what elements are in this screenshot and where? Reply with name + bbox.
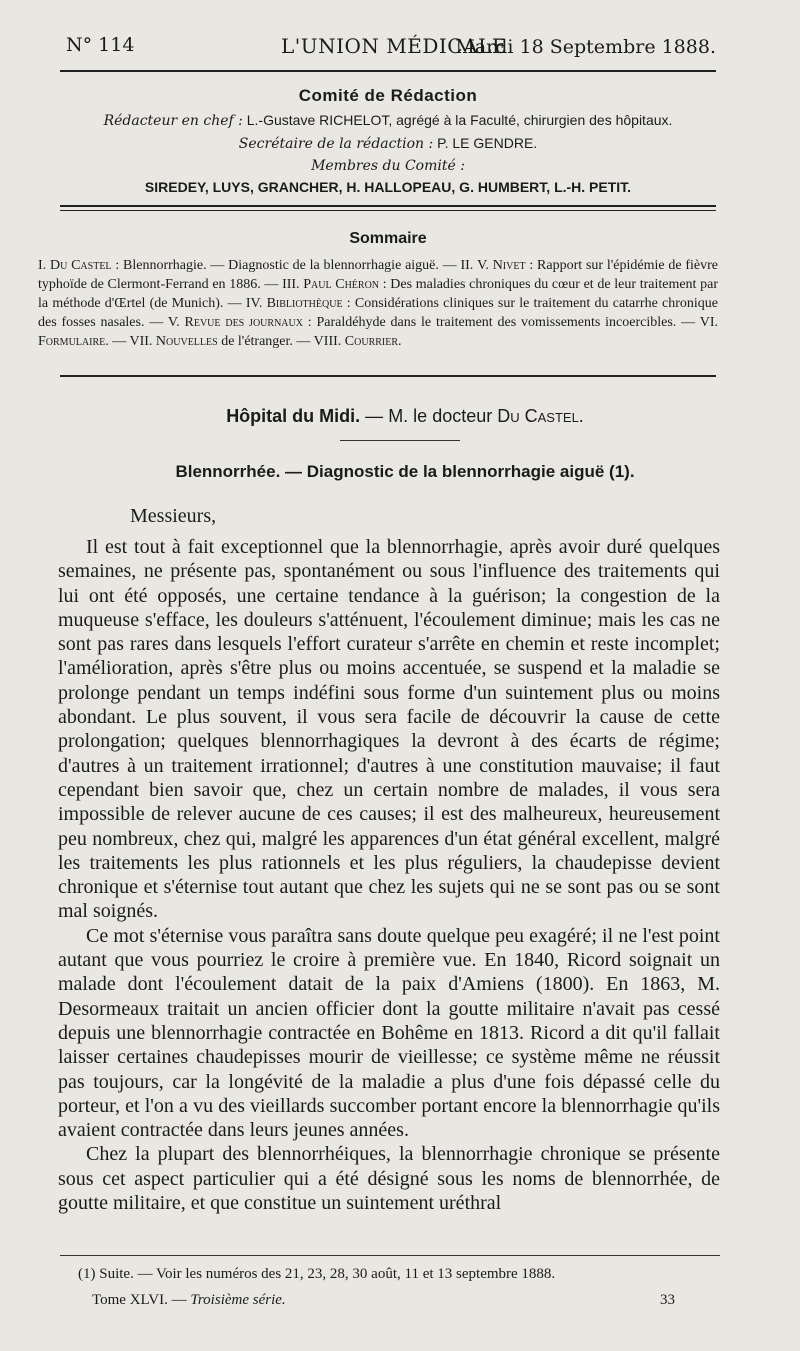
doctor-prefix: M. le docteur xyxy=(388,406,498,426)
section-heading xyxy=(60,406,750,427)
sommaire-item-number: V. xyxy=(167,315,185,330)
sommaire-item-number: VII. xyxy=(129,334,156,349)
serie-label: Troisième série. xyxy=(190,1292,286,1308)
sommaire-item-author: Du Castel xyxy=(49,258,112,273)
footnote: (1) Suite. — Voir les numéros des 21, 23, 28, 30 août, 11 et 13 septembre 1888. xyxy=(78,1266,556,1282)
issue-number: N° 114 xyxy=(66,34,135,56)
page-header xyxy=(66,34,716,68)
sommaire-item-text: . xyxy=(398,334,402,349)
secretaire-line xyxy=(58,135,718,152)
sommaire-item xyxy=(168,315,700,330)
sommaire-item-number: I. xyxy=(38,258,50,273)
comite-rule-thin xyxy=(60,210,716,211)
sommaire-item-author: Nouvelles xyxy=(155,334,218,349)
comite-title: Comité de Rédaction xyxy=(298,86,478,105)
redacteur-name: L.-Gustave RICHELOT, agrégé à la Faculté, chirurgien des hôpitaux. xyxy=(246,112,673,128)
salutation: Messieurs, xyxy=(130,505,217,527)
sommaire-item-text: . — xyxy=(105,334,130,349)
issue-date: Mardi 18 Septembre 1888. xyxy=(455,36,716,58)
section-rule xyxy=(340,440,460,441)
paragraph: Il est tout à fait exceptionnel que la blennorrhagie, après avoir duré quelques semaines, ne présente pas, spontanément ou sous l'influence des traitements qui lui ont été opposés, une certaine tendance à la guérison; la congestion de la muqueuse s'efface, les douleurs s'atténuent, l'écoulement diminue; mais les cas ne sont pas rares dans lesquels l'effort curateur s'arrête en chemin et reste incomplet; l'amélioration, après s'être plus ou moins accentuée, se suspend et la maladie se prolonge pendant un temps indéfini sous forme d'un suintement plus ou moins abondant. Le plus souvent, il vous sera facile de découvrir la cause de cette prolongation; quelques blennorrhagiques la devront à des écarts de régime; d'autres à un traitement irrationnel; d'autres à une constitution mauvaise; il faut cependant bien savoir que, chez un certain nombre de malades, il vous sera impossible de relever aucune de ces causes; il est des malheureux, heureusement peu nombreux, chez qui, malgré les apparences d'un état général excellent, malgré les traitements les plus rationnels et les plus réguliers, la chaudepisse devient chronique et s'éternise tout autant que chez les sujets qui ne se sont pas ou se sont mal soignés. xyxy=(58,536,720,923)
journal-title: L'UNION MÉDICALE xyxy=(281,34,507,58)
sommaire-item-author: Revue des journaux xyxy=(184,315,303,330)
page-number: 33 xyxy=(660,1292,675,1308)
sommaire-item-number: IV. xyxy=(245,296,267,311)
hospital-name: Hôpital du Midi. xyxy=(226,406,361,426)
doctor-name: Du Castel. xyxy=(497,406,584,426)
sommaire-item xyxy=(314,334,402,349)
sommaire-item-number: III. xyxy=(282,277,304,292)
sommaire-item-number: VI. xyxy=(699,315,718,330)
secretaire-name: P. LE GENDRE. xyxy=(437,135,538,151)
paragraph: Ce mot s'éternise vous paraîtra sans doute quelque peu exagéré; il ne l'est point autant que vous pourriez le croire à première vue. En 1840, Ricord soignait un malade dont l'écoulement datait de la paix d'Amiens (1800). En 1863, M. Desormeaux traitait un ancien officier dont la goutte militaire n'avait pas cessé depuis une blennorrhagie contractée en Bohême en 1813. Ricord a dit qu'il fallait laisser certaines chaudepisses mourir de vieillesse; ce système même ne réussit pas toujours, car la longévité de la maladie a plus d'une fois dépassé celle du porteur, et l'on a vu des vieillards succomber portant encore la blennorrhagie qu'ils avaient contractée dans leurs jeunes années. xyxy=(58,924,720,1142)
membres-label: Membres du Comité : xyxy=(311,158,465,174)
sommaire-item-text: : Blennorrhagie. — Diagnostic de la blennorrhagie aiguë. — xyxy=(111,258,461,273)
sommaire-item-number: VIII. xyxy=(313,334,345,349)
sommaire-item xyxy=(38,258,460,273)
sommaire-item-text: : Des maladies chroniques du cœur et de leur traitement par la méthode d'Œrtel (de Munich). — xyxy=(38,277,718,311)
footnote-rule xyxy=(60,1255,720,1256)
article-title: Blennorrhée. — Diagnostic de la blennorrhagie aiguë (1). xyxy=(175,462,635,481)
sommaire-item-text: de l'étranger. — xyxy=(217,334,314,349)
sommaire-item-text: : Rapport sur l'épidémie de fièvre typhoïde de Clermont-Ferrand en 1886. — xyxy=(38,258,719,292)
redacteur-line xyxy=(58,112,718,129)
paragraph: Chez la plupart des blennorrhéiques, la blennorrhagie chronique se présente sous cet aspect particulier qui a été désigné sous les noms de blennorrhée, de goutte militaire, et que constitue un suintement uréthral xyxy=(58,1143,720,1215)
tome-line xyxy=(92,1292,286,1309)
sommaire-item-author: Formulaire xyxy=(38,334,106,349)
sommaire-item-text: : Paraldéhyde dans le traitement des vomissements incoercibles. — xyxy=(302,315,700,330)
membres-label-line xyxy=(58,157,718,174)
sommaire-item-author: Courrier xyxy=(344,334,399,349)
redacteur-label: Rédacteur en chef : xyxy=(103,113,243,129)
secretaire-label: Secrétaire de la rédaction : xyxy=(238,136,434,152)
sommaire-item-author: Paul Chéron xyxy=(303,277,380,292)
article-body xyxy=(58,535,720,1215)
comite-rule xyxy=(60,205,716,207)
sommaire-title: Sommaire xyxy=(349,230,427,247)
tome-number: Tome XLVI. — xyxy=(92,1292,191,1308)
section-separator: — xyxy=(360,406,389,426)
header-rule xyxy=(60,70,716,72)
sommaire-item-author: V. Nivet xyxy=(477,258,526,273)
sommaire-list xyxy=(38,256,718,351)
sommaire-item-author: Bibliothèque xyxy=(266,296,343,311)
sommaire-item xyxy=(129,334,313,349)
sommaire-rule xyxy=(60,375,716,377)
membres-line: SIREDEY, LUYS, GRANCHER, H. HALLOPEAU, G. HUMBERT, L.-H. PETIT. xyxy=(144,179,632,195)
sommaire-item-text: : Considérations cliniques sur le traitement du catarrhe chronique des fosses nasales. — xyxy=(38,296,718,330)
sommaire-item-number: II. xyxy=(460,258,478,273)
